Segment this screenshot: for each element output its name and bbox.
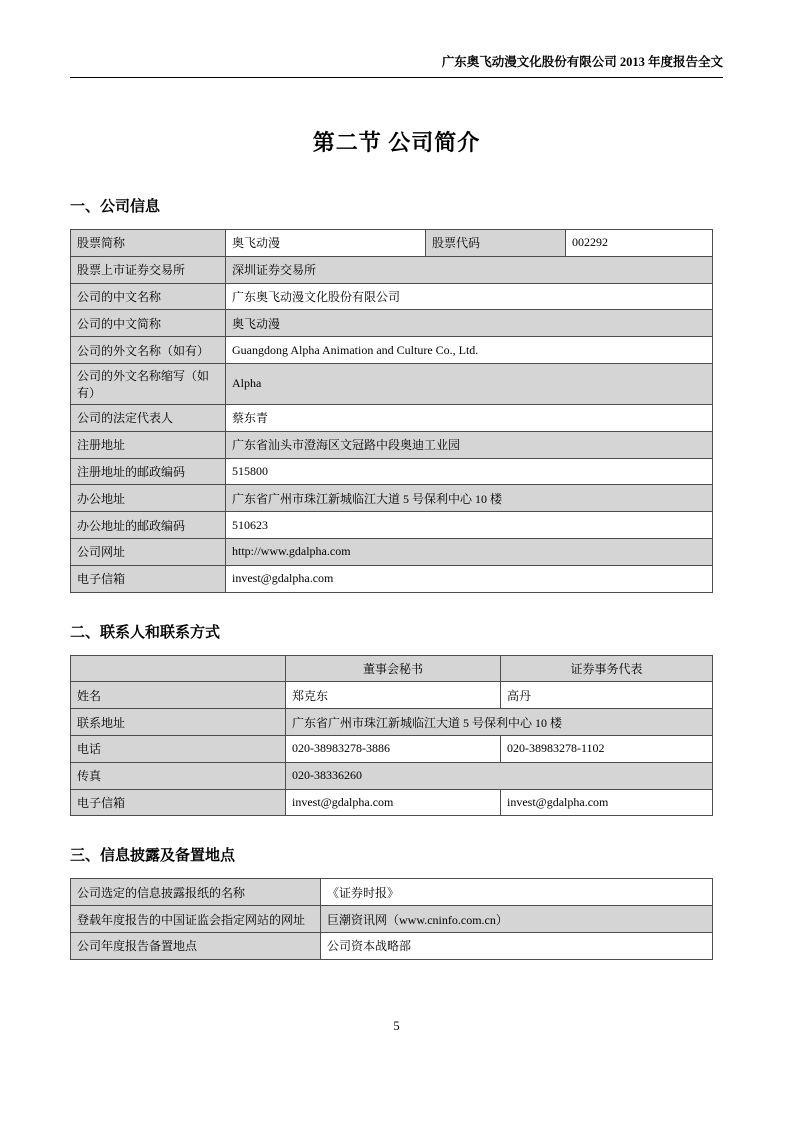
table-row — [71, 906, 713, 933]
cn-abbr-value-cell: 奥飞动漫 — [226, 310, 713, 337]
contact-address-label-cell: 联系地址 — [71, 709, 286, 736]
table-row — [71, 230, 713, 257]
table-row — [71, 485, 713, 512]
contacts-empty-header-cell — [71, 655, 286, 682]
secretary-email-cell: invest@gdalpha.com — [286, 789, 501, 816]
cn-name-value-cell: 广东奥飞动漫文化股份有限公司 — [226, 283, 713, 310]
stock-abbr-label-cell: 股票简称 — [71, 230, 226, 257]
table-row — [71, 932, 713, 959]
table-row — [71, 735, 713, 762]
table-row — [71, 431, 713, 458]
reg-addr-label-cell: 注册地址 — [71, 431, 226, 458]
table-header-row — [71, 655, 713, 682]
email-value-cell: invest@gdalpha.com — [226, 565, 713, 592]
en-name-label-cell: 公司的外文名称（如有） — [71, 337, 226, 364]
disclosure-table — [70, 878, 713, 959]
office-zip-label-cell: 办公地址的邮政编码 — [71, 512, 226, 539]
legal-rep-label-cell: 公司的法定代表人 — [71, 404, 226, 431]
website-label-cell: 公司网址 — [71, 538, 226, 565]
table-row — [71, 458, 713, 485]
section-heading-contacts: 二、联系人和联系方式 — [70, 624, 221, 641]
cn-abbr-label-cell: 公司的中文简称 — [71, 310, 226, 337]
reg-addr-value-cell: 广东省汕头市澄海区文冠路中段奥迪工业园 — [226, 431, 713, 458]
reg-zip-label-cell: 注册地址的邮政编码 — [71, 458, 226, 485]
table-row — [71, 879, 713, 906]
newspaper-value-cell: 《证券时报》 — [321, 879, 713, 906]
table-row — [71, 682, 713, 709]
secretary-phone-cell: 020-38983278-3886 — [286, 735, 501, 762]
legal-rep-value-cell: 蔡东青 — [226, 404, 713, 431]
page-number: 5 — [393, 1019, 400, 1033]
exchange-label-cell: 股票上市证券交易所 — [71, 256, 226, 283]
en-abbr-label-cell: 公司的外文名称缩写（如有） — [71, 363, 226, 404]
table-row — [71, 709, 713, 736]
contacts-table — [70, 655, 713, 817]
secretary-column-header-cell: 董事会秘书 — [286, 655, 501, 682]
email-label-cell: 电子信箱 — [71, 565, 226, 592]
office-addr-label-cell: 办公地址 — [71, 485, 226, 512]
name-label-cell: 姓名 — [71, 682, 286, 709]
representative-column-header-cell: 证券事务代表 — [501, 655, 713, 682]
table-row — [71, 337, 713, 364]
newspaper-label-cell: 公司选定的信息披露报纸的名称 — [71, 879, 321, 906]
disclosure-website-label-cell: 登载年度报告的中国证监会指定网站的网址 — [71, 906, 321, 933]
table-row — [71, 256, 713, 283]
contact-email-label-cell: 电子信箱 — [71, 789, 286, 816]
stock-code-label-cell: 股票代码 — [426, 230, 566, 257]
table-row — [71, 512, 713, 539]
table-row — [71, 565, 713, 592]
cn-name-label-cell: 公司的中文名称 — [71, 283, 226, 310]
fax-label-cell: 传真 — [71, 762, 286, 789]
website-value-cell: http://www.gdalpha.com — [226, 538, 713, 565]
company-info-table — [70, 229, 713, 593]
disclosure-website-value-cell: 巨潮资讯网（www.cninfo.com.cn） — [321, 906, 713, 933]
reg-zip-value-cell: 515800 — [226, 458, 713, 485]
contact-address-value-cell: 广东省广州市珠江新城临江大道 5 号保利中心 10 楼 — [286, 709, 713, 736]
report-header: 广东奥飞动漫文化股份有限公司 2013 年度报告全文 — [70, 52, 723, 78]
rep-email-cell: invest@gdalpha.com — [501, 789, 713, 816]
table-row — [71, 762, 713, 789]
report-location-label-cell: 公司年度报告备置地点 — [71, 932, 321, 959]
table-row — [71, 538, 713, 565]
stock-code-value-cell: 002292 — [566, 230, 713, 257]
secretary-name-cell: 郑克东 — [286, 682, 501, 709]
table-row — [71, 363, 713, 404]
rep-phone-cell: 020-38983278-1102 — [501, 735, 713, 762]
fax-value-cell: 020-38336260 — [286, 762, 713, 789]
table-row — [71, 283, 713, 310]
table-row — [71, 404, 713, 431]
page-title: 第二节 公司简介 — [312, 130, 481, 155]
en-name-value-cell: Guangdong Alpha Animation and Culture Co., Ltd. — [226, 337, 713, 364]
office-zip-value-cell: 510623 — [226, 512, 713, 539]
section-heading-disclosure: 三、信息披露及备置地点 — [70, 848, 236, 865]
exchange-value-cell: 深圳证券交易所 — [226, 256, 713, 283]
phone-label-cell: 电话 — [71, 735, 286, 762]
stock-abbr-value-cell: 奥飞动漫 — [226, 230, 426, 257]
office-addr-value-cell: 广东省广州市珠江新城临江大道 5 号保利中心 10 楼 — [226, 485, 713, 512]
table-row — [71, 789, 713, 816]
en-abbr-value-cell: Alpha — [226, 363, 713, 404]
report-location-value-cell: 公司资本战略部 — [321, 932, 713, 959]
rep-name-cell: 高丹 — [501, 682, 713, 709]
table-row — [71, 310, 713, 337]
section-heading-company-info: 一、公司信息 — [70, 199, 161, 215]
